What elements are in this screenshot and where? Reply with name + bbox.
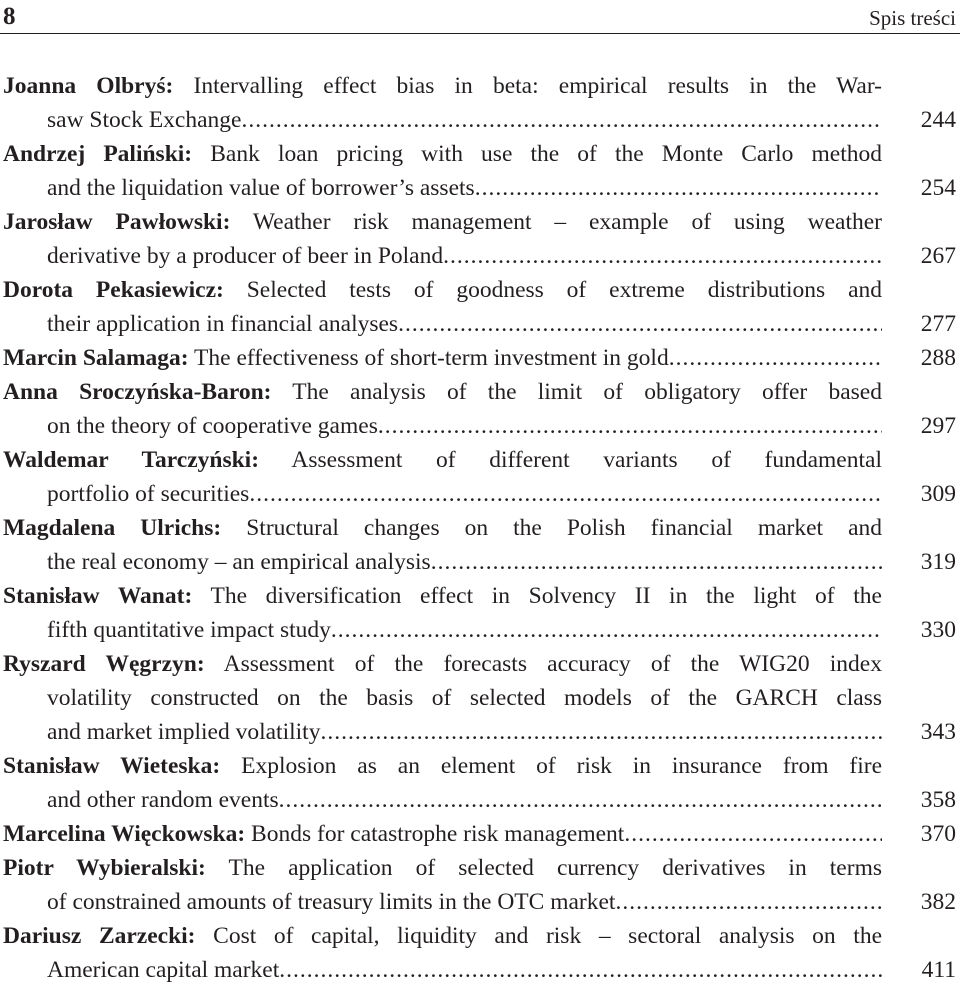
toc-entry (0, 137, 960, 205)
toc-title-text: their application in financial analyses (47, 311, 399, 337)
toc-title-text: the real economy – an empirical analysis (47, 549, 431, 575)
toc-entry-first-line (0, 817, 882, 851)
toc-entry (0, 647, 960, 749)
toc-entry-first-line (0, 579, 882, 613)
toc-author: Waldemar Tarczyński: (3, 447, 260, 473)
toc-page-number: 370 (920, 821, 956, 847)
toc-entry (0, 749, 960, 817)
toc-author: Marcin Salamaga: (3, 345, 189, 371)
toc-author: Piotr Wybieralski: (3, 855, 206, 881)
toc-title-text: Selected tests of goodness of extreme distributions and (246, 277, 882, 303)
toc-entry-first-line (0, 205, 882, 239)
toc-page-number: 254 (920, 175, 956, 201)
toc-page-number: 411 (921, 957, 956, 983)
dot-leader (331, 613, 882, 647)
toc-entry-text (47, 545, 431, 579)
toc-entry (0, 919, 960, 987)
toc-author: Joanna Olbryś: (3, 73, 174, 99)
toc-entry-text (47, 307, 398, 341)
toc-title-text: Weather risk management – example of using weather (252, 209, 882, 235)
toc-entry-continuation-line (0, 545, 882, 579)
page-header (0, 0, 960, 34)
toc-page-number: 319 (920, 549, 956, 575)
toc-entry-text (47, 239, 443, 273)
toc-title-text: Bank loan pricing with use the of the Monte Carlo method (210, 141, 882, 167)
toc-page-number: 244 (920, 107, 956, 133)
toc-entry-first-line (0, 443, 882, 477)
toc-entry-first-line (0, 749, 882, 783)
toc-title-text: The analysis of the limit of obligatory offer based (292, 379, 882, 405)
toc-entry-continuation-line (0, 953, 882, 987)
toc-entry (0, 69, 960, 137)
toc-entry-first-line (0, 273, 882, 307)
toc-entry-text (47, 613, 331, 647)
toc-page-number: 277 (920, 311, 956, 337)
toc-entry-continuation-line (0, 681, 882, 715)
dot-leader (249, 477, 882, 511)
dot-leader (378, 409, 882, 443)
toc-title-text: Assessment of the forecasts accuracy of the WIG20 index (223, 651, 882, 677)
dot-leader (615, 885, 882, 919)
toc-entry-text (47, 783, 279, 817)
toc-entry-text (3, 341, 669, 375)
table-of-contents (0, 69, 960, 987)
toc-title-text: Bonds for catastrophe risk management (251, 821, 625, 847)
toc-entry-continuation-line (0, 307, 882, 341)
toc-entry-text (47, 715, 320, 749)
dot-leader (669, 341, 882, 375)
toc-entry (0, 817, 960, 851)
toc-entry (0, 273, 960, 341)
toc-title-text: saw Stock Exchange (47, 107, 242, 133)
toc-title-text: of constrained amounts of treasury limits in the OTC market (47, 889, 616, 915)
toc-author: Dorota Pekasiewicz: (3, 277, 224, 303)
toc-entry-continuation-line (0, 477, 882, 511)
toc-entry-first-line (0, 919, 882, 953)
toc-title-text: Explosion as an element of risk in insurance from fire (241, 753, 882, 779)
toc-entry (0, 579, 960, 647)
toc-entry-continuation-line (0, 613, 882, 647)
toc-title-text: Structural changes on the Polish financial market and (246, 515, 882, 541)
toc-entry-continuation-line (0, 239, 882, 273)
toc-title-text: on the theory of cooperative games (47, 413, 378, 439)
toc-title-text: The application of selected currency derivatives in terms (228, 855, 882, 881)
toc-entry-first-line (0, 375, 882, 409)
toc-title-text: and other random events (47, 787, 279, 813)
toc-title-text: and market implied volatility (47, 719, 321, 745)
dot-leader (624, 817, 882, 851)
toc-entry-continuation-line (0, 409, 882, 443)
toc-page-number: 330 (920, 617, 956, 643)
toc-author: Marcelina Więckowska: (3, 821, 246, 847)
toc-title-text: and the liquidation value of borrower’s assets (47, 175, 475, 201)
dot-leader (279, 953, 882, 987)
toc-title-text: The diversification effect in Solvency II in the light of the (210, 583, 882, 609)
toc-page-number: 343 (920, 719, 956, 745)
toc-page-number: 382 (920, 889, 956, 915)
dot-leader (398, 307, 882, 341)
toc-entry-text (47, 477, 249, 511)
toc-entry (0, 851, 960, 919)
toc-author: Anna Sroczyńska-Baron: (3, 379, 272, 405)
toc-page-number: 358 (920, 787, 956, 813)
toc-entry-first-line (0, 511, 882, 545)
toc-author: Ryszard Węgrzyn: (3, 651, 205, 677)
toc-entry-continuation-line (0, 783, 882, 817)
dot-leader (279, 783, 882, 817)
toc-entry-continuation-line (0, 715, 882, 749)
toc-entry-text (47, 409, 378, 443)
toc-entry-continuation-line (0, 103, 882, 137)
page-number: 8 (3, 3, 16, 30)
toc-title-text: fifth quantitative impact study (47, 617, 331, 643)
toc-entry-first-line (0, 69, 882, 103)
toc-entry-text (3, 817, 624, 851)
toc-entry-text (47, 953, 279, 987)
dot-leader (431, 545, 882, 579)
toc-entry-first-line (0, 341, 882, 375)
toc-page-number: 297 (920, 413, 956, 439)
toc-page-number: 288 (920, 345, 956, 371)
header-rule (0, 33, 960, 34)
toc-author: Stanisław Wanat: (3, 583, 193, 609)
dot-leader (475, 171, 882, 205)
toc-entry (0, 205, 960, 273)
dot-leader (241, 103, 882, 137)
toc-author: Stanisław Wieteska: (3, 753, 221, 779)
toc-author: Jarosław Pawłowski: (3, 209, 231, 235)
toc-title-text: volatility constructed on the basis of selected models of the GARCH class (47, 685, 882, 711)
dot-leader (443, 239, 882, 273)
toc-title-text: American capital market (47, 957, 280, 983)
toc-entry (0, 511, 960, 579)
toc-entry-first-line (0, 137, 882, 171)
toc-page-number: 267 (920, 243, 956, 269)
toc-entry-text (47, 171, 475, 205)
toc-entry (0, 375, 960, 443)
toc-entry-first-line (0, 851, 882, 885)
toc-title-text: The effectiveness of short-term investment in gold (194, 345, 669, 371)
running-title: Spis treści (869, 6, 956, 30)
toc-entry-continuation-line (0, 171, 882, 205)
toc-title-text: portfolio of securities (47, 481, 250, 507)
toc-author: Andrzej Paliński: (3, 141, 193, 167)
toc-author: Magdalena Ulrichs: (3, 515, 222, 541)
toc-author: Dariusz Zarzecki: (3, 923, 196, 949)
toc-entry-continuation-line (0, 885, 882, 919)
toc-title-text: Cost of capital, liquidity and risk – sectoral analysis on the (213, 923, 882, 949)
dot-leader (320, 715, 882, 749)
toc-title-text: Assessment of different variants of fundamental (291, 447, 882, 473)
toc-title-text: derivative by a producer of beer in Poland (47, 243, 444, 269)
toc-entry-text (47, 885, 615, 919)
toc-entry (0, 341, 960, 375)
toc-entry-first-line (0, 647, 882, 681)
toc-entry (0, 443, 960, 511)
toc-title-text: Intervalling effect bias in beta: empirical results in the War- (193, 73, 882, 99)
toc-page-number: 309 (920, 481, 956, 507)
toc-entry-text (47, 103, 241, 137)
